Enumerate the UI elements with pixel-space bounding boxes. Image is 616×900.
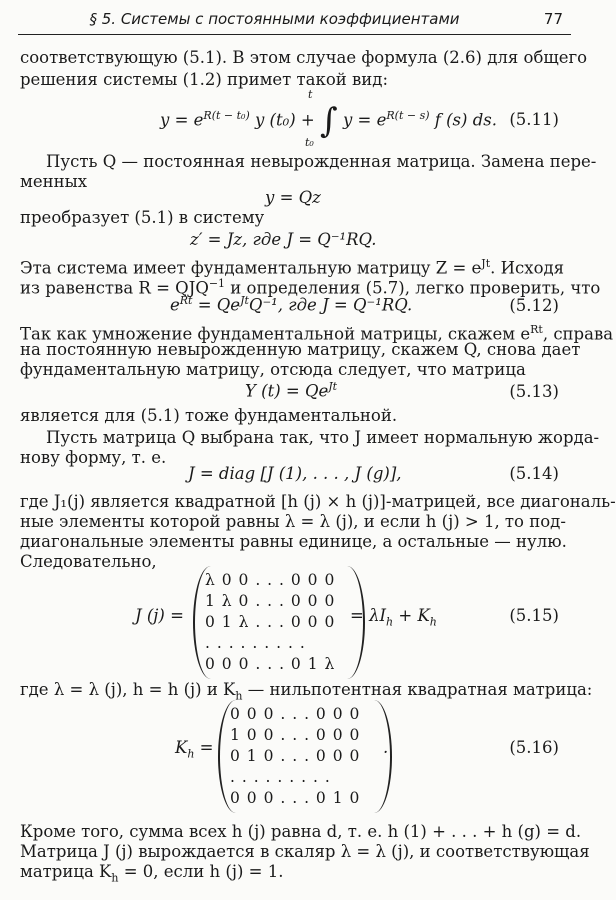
running-header bbox=[18, 6, 571, 35]
matrix-row: . . . . . . . . . bbox=[205, 634, 306, 652]
equation-5-13: Y $(t) = Qe^{Jt}$ bbox=[245, 380, 338, 401]
integral-upper-limit: t bbox=[308, 88, 313, 101]
matrix-row: 0 0 0 . . . 0 1 λ bbox=[205, 655, 336, 673]
equation-number: (5.14) bbox=[509, 464, 559, 483]
matrix-row: 0 1 λ . . . 0 0 0 bbox=[205, 613, 336, 631]
integral-sign: ∫ bbox=[320, 101, 338, 141]
text-line: диагональные элементы равны единице, а остальные — нулю. bbox=[20, 532, 567, 551]
integral-lower-limit: t₀ bbox=[305, 136, 314, 149]
text-line: из равенства $R = QJQ^{-1}$ и определения (5.7), легко проверить, что bbox=[20, 277, 601, 298]
text-line: решения системы (1.2) примет такой вид: bbox=[20, 70, 389, 89]
text-line: Эта система имеет фундаментальную матрицу $Z = e^{Jt}$. Исходя bbox=[20, 257, 565, 278]
text-line: Пусть матрица Q выбрана так, что J имеет нормальную жорда- bbox=[46, 428, 600, 447]
text-line: нову форму, т. е. bbox=[20, 448, 167, 467]
text-line: где λ = λ (j), h = h (j) и $K_h$ — нильпотентная квадратная матрица: bbox=[20, 680, 593, 703]
equation-system: z′ = Jz, где J = Q⁻¹RQ. bbox=[190, 230, 377, 249]
page-number: 77 bbox=[543, 10, 563, 28]
text-line: соответствующую (5.1). В этом случае формула (2.6) для общего bbox=[20, 48, 588, 67]
matrix-row: λ 0 0 . . . 0 0 0 bbox=[205, 571, 336, 589]
section-title: § 5. Системы с постоянными коэффициентами bbox=[89, 10, 460, 28]
equation-y-qz: y = Qz bbox=[265, 188, 321, 207]
text-line: фундаментальную матрицу, отсюда следует, что матрица bbox=[20, 360, 526, 379]
matrix-row: 0 0 0 . . . 0 1 0 bbox=[230, 789, 361, 807]
text-line: ные элементы которой равны λ = λ (j), и если h (j) > 1, то под- bbox=[20, 512, 566, 531]
matrix-j bbox=[193, 566, 365, 679]
matrix-row: 1 0 0 . . . 0 0 0 bbox=[230, 726, 361, 744]
text-line: менных bbox=[20, 172, 88, 191]
equation-number: (5.11) bbox=[509, 110, 559, 129]
matrix-row: 0 0 0 . . . 0 0 0 bbox=[230, 705, 361, 723]
equation-5-16-label: $K_h$ = bbox=[175, 738, 214, 761]
equation-number: (5.12) bbox=[509, 296, 559, 315]
equation-number: (5.16) bbox=[509, 738, 559, 757]
equation-5-14: J = diag [J (1), . . . , J (g)], bbox=[188, 464, 402, 483]
equation-number: (5.13) bbox=[509, 382, 559, 401]
text-line: преобразует (5.1) в систему bbox=[20, 208, 265, 227]
equation-5-15-rhs: = $\lambda I_h + K_h$ bbox=[350, 606, 437, 629]
equation-5-15-label: J (j) = bbox=[135, 606, 184, 625]
text-line: матрица $K_h = 0$, если h (j) = 1. bbox=[20, 862, 284, 885]
equation-5-12: $e^{Rt} = Qe^{Jt}Q^{-1}$, где J = Q⁻¹RQ. bbox=[170, 294, 413, 315]
matrix-k bbox=[218, 700, 392, 813]
equation-period: . bbox=[383, 738, 389, 757]
text-line: Так как умножение фундаментальной матрицы, скажем $e^{Rt}$, справа bbox=[20, 323, 614, 344]
text-line: на постоянную невырожденную матрицу, скажем Q, снова дает bbox=[20, 340, 581, 359]
equation-5-11: $y = e^{R(t - t_0)}$ y (t₀) + ∫ $y = e^{R(t - s)}$ f (s) ds. bbox=[160, 101, 497, 141]
text-line: Следовательно, bbox=[20, 552, 157, 571]
text-line: где J₁(j) является квадратной [h (j) × h (j)]-матрицей, все диагональ- bbox=[20, 492, 616, 511]
equation-number: (5.15) bbox=[509, 606, 559, 625]
text-line: Кроме того, сумма всех h (j) равна d, т. е. h (1) + . . . + h (g) = d. bbox=[20, 822, 582, 841]
text-line: Матрица J (j) вырождается в скаляр λ = λ (j), и соответствующая bbox=[20, 842, 590, 861]
text-line: является для (5.1) тоже фундаментальной. bbox=[20, 406, 398, 425]
text-line: Пусть Q — постоянная невырожденная матрица. Замена пере- bbox=[46, 152, 597, 171]
matrix-row: . . . . . . . . . bbox=[230, 768, 331, 786]
matrix-row: 1 λ 0 . . . 0 0 0 bbox=[205, 592, 336, 610]
matrix-row: 0 1 0 . . . 0 0 0 bbox=[230, 747, 361, 765]
